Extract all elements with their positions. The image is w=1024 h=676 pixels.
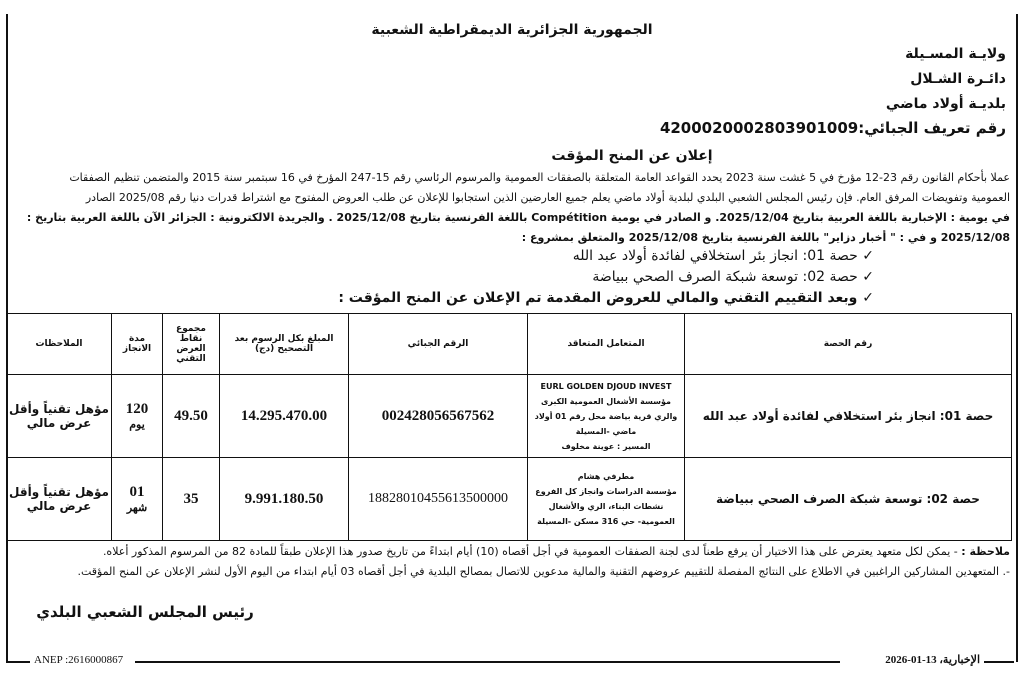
cell-amount: 14.295.470.00 [220, 375, 349, 458]
header-score: مجموع نقاط العرض التقني [163, 314, 220, 375]
table-header-row [7, 314, 1012, 375]
award-table [6, 313, 1012, 541]
cell-amount: 9.991.180.50 [220, 458, 349, 541]
header-notes: الملاحظات [7, 314, 112, 375]
cell-score: 49.50 [163, 375, 220, 458]
cell-duration: 01 شهر [112, 458, 163, 541]
footer-rule [984, 661, 1014, 663]
republic-heading: الجمهورية الجزائرية الديمقراطية الشعبية [371, 22, 653, 38]
anep-number: ANEP :2616000867 [34, 654, 124, 666]
note-line: -. المتعهدين المشاركين الراغبين في الاطلاع على النتائج المفصلة للتقييم عروضهم التقنية والمالية مدعوين للاتصال بمصالح البلدية في أجل أقصاه 03 أيام ابتداء من اليوم الأول لنشر الإعلان عن المنح المؤقت. [77, 565, 1010, 578]
paragraph-line: عملا بأحكام القانون رقم 23-12 مؤرخ في 5 غشت سنة 2023 يحدد القواعد العامة المتعلقة بالصفقات العمومية والمرسوم الرئاسي رقم 15-247 المؤرخ في 16 سبتمبر سنة 2015 والمتضمن تنظيم الصفقات [69, 171, 1010, 184]
table-row [7, 458, 1012, 541]
cell-score: 35 [163, 458, 220, 541]
paragraph-line: في يومية : الإخبارية باللغة العربية بتاريخ 2025/12/04. و الصادر في يومية Compétition باللغة الفرنسية بتاريخ 2025/12/08 . والجريدة الالكترونية : الجزائر الآن باللغة العربية بتاريخ : [26, 211, 1010, 224]
cell-notes: مؤهل تقنياً وأقل عرض مالي [7, 458, 112, 541]
notes-section [10, 542, 1010, 582]
tax-id: رقم تعريف الجبائي:420002000280390100​9 [659, 119, 1006, 137]
header-tax-number: الرقم الجبائي [349, 314, 528, 375]
header-lot: رقم الحصة [685, 314, 1012, 375]
table-row [7, 375, 1012, 458]
header-duration: مدة الانجاز [112, 314, 163, 375]
evaluation-statement: ✓ وبعد التقييم التقني والمالي للعروض المقدمة تم الإعلان عن المنح المؤقت : [338, 290, 874, 306]
header-operator: المتعامل المتعاقد [528, 314, 685, 375]
cell-operator: مطرفي هشام مؤسسة الدراسات وانجاز كل الفروع نشطات البناء، الري والأشغال العمومية- حي 316 مسكن -المسيلة [528, 458, 685, 541]
cell-notes: مؤهل تقنياً وأقل عرض مالي [7, 375, 112, 458]
footer-rule [135, 661, 840, 663]
signature-title: رئيس المجلس الشعبي البلدي [36, 603, 254, 621]
cell-tax-number: 18828010455613500000 [349, 458, 528, 541]
publication-source: الإخبارية، 13-01-2026 [885, 654, 980, 666]
paragraph-line: 2025/12/08 و في : " أخبار دزاير" باللغة الفرنسية بتاريخ 2025/12/08 والمتعلق بمشروع : [521, 231, 1010, 244]
header-amount: المبلغ بكل الرسوم بعد التصحيح (دج) [220, 314, 349, 375]
cell-lot: حصة 01: انجاز بئر استخلافي لفائدة أولاد عبد الله [685, 375, 1012, 458]
cell-operator: EURL GOLDEN DJOUD INVEST مؤسسة الأشغال العمومية الكبرى والري قرية بياضة محل رقم 01 أولاد ماضي -المسيلة المسير : عوينة مخلوف [528, 375, 685, 458]
cell-duration: 120 يوم [112, 375, 163, 458]
lot-list-item: ✓ حصة 01: انجاز بئر استخلافي لفائدة أولاد عبد الله [572, 248, 874, 264]
cell-tax-number: 002428056567562 [349, 375, 528, 458]
note-line: ملاحظة : - يمكن لكل متعهد يعترض على هذا الاختيار أن يرفع طعناً لدى لجنة الصفقات العمومية في أجل أقصاه (10) أيام ابتداءً من تاريخ صدور هذا الإعلان طبقاً للمادة 82 من المرسوم المذكور أعلاه. [102, 545, 1010, 558]
paragraph-line: العمومية وتفويضات المرفق العام. فإن رئيس المجلس الشعبي البلدي لبلدية أولاد ماضي يعلم جميع العارضين الذين استجابوا للإعلان عن طلب العروض المفتوح مع اشتراط قدرات دنيا رقم 2025/08 الصادر [85, 191, 1010, 204]
wilaya: ولايـة المسـيلة [905, 46, 1006, 62]
commune: بلديـة أولاد ماضي [885, 96, 1006, 112]
footer-rule [6, 661, 30, 663]
notice-title: إعلان عن المنح المؤقت [551, 148, 713, 164]
lot-list-item: ✓ حصة 02: توسعة شبكة الصرف الصحي ببياضة [592, 269, 874, 285]
cell-lot: حصة 02: توسعة شبكة الصرف الصحي ببياضة [685, 458, 1012, 541]
intro-paragraph [10, 168, 1010, 248]
daira: دائـرة الشـلال [910, 71, 1006, 87]
